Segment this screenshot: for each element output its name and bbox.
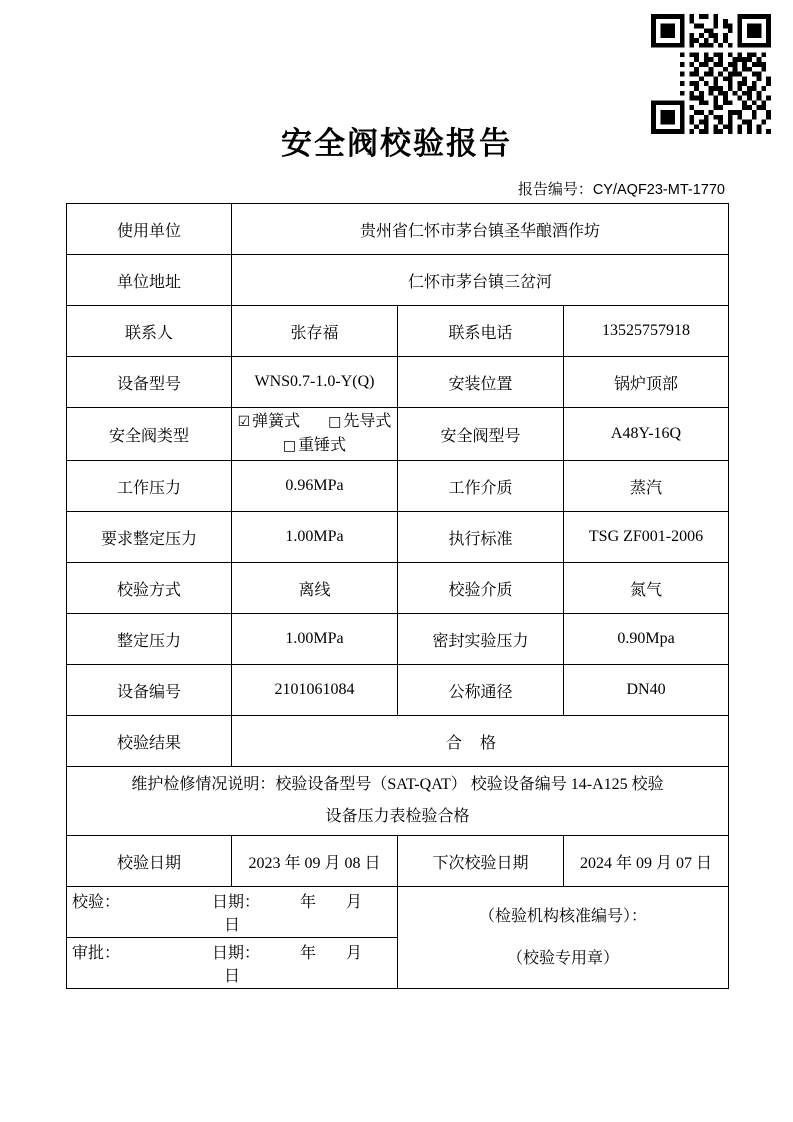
valve-type-label: 安全阀类型 [67, 408, 232, 461]
valve-type-option-pilot-label: 先导式 [343, 413, 392, 430]
approve-day-label: 日 [223, 968, 240, 985]
table-row [67, 512, 729, 563]
approve-year-label: 年 [300, 945, 317, 962]
unit-label: 使用单位 [67, 204, 232, 255]
valve-model-value: A48Y-16Q [564, 408, 729, 461]
device-no-label: 设备编号 [67, 665, 232, 716]
approve-signature-row[interactable] [67, 938, 398, 989]
table-row [67, 665, 729, 716]
checkbox-spring-icon[interactable]: ☑ [237, 414, 251, 430]
table-row [67, 716, 729, 767]
verify-year-label: 年 [300, 894, 317, 911]
dn-label: 公称通径 [398, 665, 564, 716]
table-row [67, 461, 729, 512]
next-date-label: 下次校验日期 [398, 836, 564, 887]
verify-label: 校验： [71, 894, 120, 911]
model-label: 设备型号 [67, 357, 232, 408]
check-date-value: 2023 年 09 月 08 日 [232, 836, 398, 887]
test-medium-value: 氮气 [564, 563, 729, 614]
standard-value: TSG ZF001-2006 [564, 512, 729, 563]
table-row [67, 408, 729, 461]
verify-day-label: 日 [223, 917, 240, 934]
work-pressure-value: 0.96MPa [232, 461, 398, 512]
seal-area [398, 887, 729, 989]
medium-label: 工作介质 [398, 461, 564, 512]
unit-value: 贵州省仁怀市茅台镇圣华酿酒作坊 [232, 204, 729, 255]
work-pressure-label: 工作压力 [67, 461, 232, 512]
seal-pressure-label: 密封实验压力 [398, 614, 564, 665]
checkbox-weight-icon[interactable]: □ [282, 438, 297, 454]
org-approval-number-label: （检验机构核准编号）： [479, 907, 648, 925]
approve-date-label: 日期： [211, 945, 260, 962]
medium-value: 蒸汽 [564, 461, 729, 512]
maintenance-notes-line1: 维护检修情况说明：校验设备型号（SAT-QAT） 校验设备编号 14-A125 校验 [131, 776, 664, 793]
verify-date-label: 日期： [211, 894, 260, 911]
valve-type-option-spring[interactable] [238, 410, 301, 434]
install-label: 安装位置 [398, 357, 564, 408]
table-row-notes [67, 767, 729, 836]
maintenance-notes [67, 767, 729, 836]
table-row [67, 255, 729, 306]
approve-month-label: 月 [346, 945, 363, 962]
approve-label: 审批： [71, 945, 120, 962]
required-set-label: 要求整定压力 [67, 512, 232, 563]
result-label: 校验结果 [67, 716, 232, 767]
dn-value: DN40 [564, 665, 729, 716]
table-row [67, 306, 729, 357]
table-row-signature [67, 887, 729, 938]
phone-value: 13525757918 [564, 306, 729, 357]
valve-type-option-pilot[interactable] [328, 410, 391, 434]
model-value: WNS0.7-1.0-Y(Q) [232, 357, 398, 408]
report-number [0, 178, 793, 199]
verify-signature-row[interactable] [67, 887, 398, 938]
standard-label: 执行标准 [398, 512, 564, 563]
test-medium-label: 校验介质 [398, 563, 564, 614]
address-value: 仁怀市茅台镇三岔河 [232, 255, 729, 306]
set-pressure-value: 1.00MPa [232, 614, 398, 665]
page-title: 安全阀校验报告 [281, 126, 512, 161]
valve-type-option-weight[interactable] [283, 437, 346, 454]
contact-label: 联系人 [67, 306, 232, 357]
table-row [67, 614, 729, 665]
maintenance-notes-line2: 设备压力表检验合格 [325, 808, 470, 825]
table-row [67, 836, 729, 887]
report-table [66, 203, 729, 989]
phone-label: 联系电话 [398, 306, 564, 357]
next-date-value: 2024 年 09 月 07 日 [564, 836, 729, 887]
qr-code-icon [651, 14, 771, 134]
valve-model-label: 安全阀型号 [398, 408, 564, 461]
report-number-label: 报告编号： [517, 182, 593, 198]
set-pressure-label: 整定压力 [67, 614, 232, 665]
verify-month-label: 月 [346, 894, 363, 911]
method-label: 校验方式 [67, 563, 232, 614]
table-row [67, 357, 729, 408]
device-no-value: 2101061084 [232, 665, 398, 716]
address-label: 单位地址 [67, 255, 232, 306]
install-value: 锅炉顶部 [564, 357, 729, 408]
check-date-label: 校验日期 [67, 836, 232, 887]
required-set-value: 1.00MPa [232, 512, 398, 563]
table-row [67, 204, 729, 255]
result-value: 合格 [232, 716, 729, 767]
valve-type-option-weight-label: 重锤式 [298, 437, 347, 454]
inspection-seal-label: （校验专用章） [507, 949, 620, 967]
method-value: 离线 [232, 563, 398, 614]
contact-value: 张存福 [232, 306, 398, 357]
checkbox-pilot-icon[interactable]: □ [328, 414, 342, 430]
valve-type-option-spring-label: 弹簧式 [252, 413, 301, 430]
seal-pressure-value: 0.90Mpa [564, 614, 729, 665]
table-row [67, 563, 729, 614]
valve-type-options [232, 408, 398, 461]
report-number-value: CY/AQF23-MT-1770 [592, 182, 725, 198]
